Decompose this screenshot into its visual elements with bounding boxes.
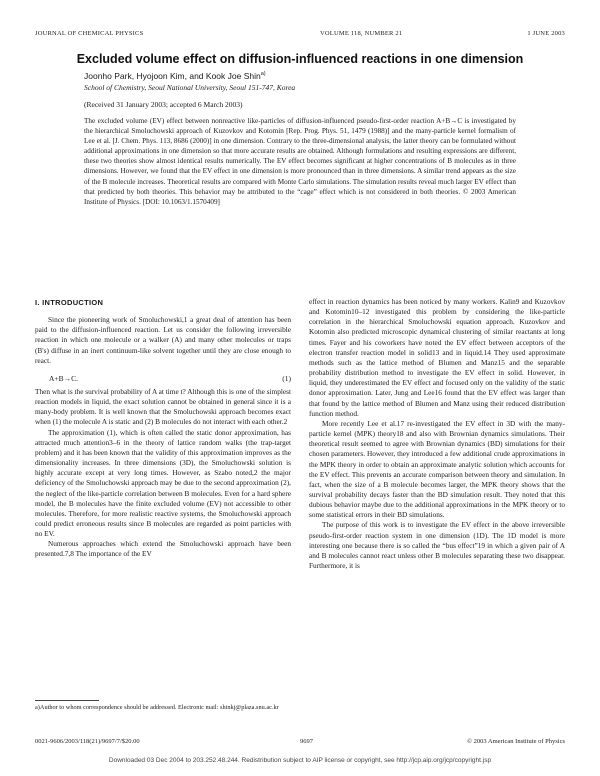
abstract: The excluded volume (EV) effect between nonreactive like-particles of diffusion-influenced pseudo-first-order reaction A+B→C is investigated by the hierarchical Smoluchowski approach of Kuzovkov and Kotomin [Rep. Prog. Phys. 51, 1479 (1988)] and the many-particle kernel formalism of Lee et al. [J. Chem. Phys. 113, 8686 (2000)] in one dimension. Contrary to the three-dimensional analysis, the latter theory can be formulated without additional approximations in one dimension so that more accurate results are obtained. Although formulations and resulting expressions are different, these two theories show almost identical results numerically. The EV effect becomes significant at higher concentrations of B molecules as in three dimensions. However, we found that the EV effect in one dimension is more pronounced than in three dimensions. A similar trend appears as the size of the B molecule increases. Theoretical results are compared with Monte Carlo simulations. The simulation results reveal much larger EV effect than that predicted by both theories. This behavior may be attributed to the “cage” effect which is not considered in both theories. © 2003 American Institute of Physics. [DOI: 10.1063/1.1570409] [84, 117, 516, 206]
volume-number: VOLUME 118, NUMBER 21 [320, 30, 403, 37]
affiliation: School of Chemistry, Seoul National University, Seoul 151-747, Korea [84, 83, 296, 92]
issue-date: 1 JUNE 2003 [527, 30, 565, 37]
author-names: Joonho Park, Hyojoon Kim, and Kook Joe Shin [84, 71, 261, 81]
intro-paragraph-5: effect in reaction dynamics has been noticed by many workers. Kalin9 and Kuzovkov and Kotomin10–12 investigated this problem by considering the like-particle correlation in the hierarchical Smoluchowski equation approach. Kuzovkov and Kotomin also predicted microscopic dynamical clustering of similar reactants at long times. Fayer and his coworkers have noted the EV effect between acceptors of the electron transfer reaction model in solid13 and in liquid.14 They used approximate methods such as the lattice method of Blumen and Manz15 and the separable probability distribution method to investigate the EV effect in solid. However, in liquid, they underestimated the EV effect and focused only on the validity of the static donor approximation. Later, Jung and Lee16 found that the EV effect was larger than that found by the lattice method of Blumen and Manz using their reduced distribution function method. [309, 297, 565, 418]
intro-paragraph-7: The purpose of this work is to investigate the EV effect in the above irreversible pseudo-first-order reaction system in one dimension (1D). The 1D model is more interesting one because there is so called the “bus effect”19 in which a given pair of A and B molecules cannot react unless other B molecules separating these two disappear. Furthermore, it is [309, 520, 565, 571]
footnote-divider [35, 700, 99, 701]
author-footnote-mark: a) [260, 71, 266, 78]
intro-paragraph-4: Numerous approaches which extend the Smoluchowski approach have been presented.7,8 The importance of the EV [35, 539, 291, 559]
right-column [309, 297, 565, 571]
page-number: 9697 [300, 738, 313, 745]
intro-paragraph-6: More recently Lee et al.17 re-investigated the EV effect in 3D with the many-particle kernel (MPK) theory18 and also with Brownian dynamics simulations. Their theoretical result seemed to agree with Brownian dynamics (BD) simulations for their chosen parameters. However, they introduced a few additional crude approximations in the MPK theory in order to obtain an approximate analytic solution which accounts for the EV effect. This prevents an accurate comparison between theory and simulation. In fact, when the size of a B molecule becomes larger, the MPK theory shows that the survival probability decays faster than the BD simulation result. They noted that this dubious behavior maybe due to the additional approximations in the MPK theory or to some statistical errors in their BD simulations. [309, 418, 565, 520]
copyright-notice: © 2003 American Institute of Physics [467, 738, 565, 745]
received-dates: (Received 31 January 2003; accepted 6 March 2003) [84, 100, 243, 109]
equation-1 [35, 372, 291, 385]
author-footnote: a)Author to whom correspondence should be addressed. Electronic mail: shinkj@plaza.snu.ac.kr [35, 704, 279, 711]
journal-name: JOURNAL OF CHEMICAL PHYSICS [35, 30, 144, 37]
section-heading: I. INTRODUCTION [35, 298, 104, 307]
issn-code: 0021-9606/2003/118(21)/9697/7/$20.00 [35, 738, 140, 745]
left-column [35, 298, 291, 560]
download-notice: Downloaded 03 Dec 2004 to 203.252.48.244. Redistribution subject to AIP license or copyright, see http://jcp.aip.org/jcp/copyright.jsp [108, 757, 492, 764]
author-list [84, 71, 266, 81]
intro-paragraph-2: Then what is the survival probability of A at time t? Although this is one of the simplest reaction models in liquid, the exact solution cannot be obtained in general since it is a many-body problem. It is well known that the Smoluchowski approach becomes exact when (1) the molecule A is static and (2) B molecules do not interact with each other.2 [35, 386, 291, 427]
equation-number: (1) [282, 373, 291, 383]
article-title: Excluded volume effect on diffusion-influenced reactions in one dimension [76, 52, 524, 66]
intro-paragraph-1: Since the pioneering work of Smoluchowski,1 a great deal of attention has been paid to the diffusion-influenced reaction. Let us consider the following irreversible reaction in which one molecule or a walker (A) and many other molecules or traps (B's) diffuse in an inert continuum-like solvent together until they are close enough to react. [35, 315, 291, 365]
equation-body: A+B→C. [49, 373, 79, 383]
intro-paragraph-3: The approximation (1), which is often called the static donor approximation, has attracted much attention3–6 in the theory of lattice random walks (the trap-target problem) and it has been known that the validity of this approximation improves as the dimensionality increases. In three dimensions (3D), the Smoluchowski solution is highly accurate except at very long times. However, as Szabo noted,2 the major deficiency of the Smoluchowski approach may be due to the second approximation (2), the neglect of the like-particle correlation between B molecules. Even for a hard sphere model, the B molecules have the finite excluded volume (EV) not accessible to other molecules. Therefore, for more realistic reactive systems, the Smoluchowski approach could predict erroneous results since B molecules are regarded as point particles with no EV. [35, 427, 291, 539]
